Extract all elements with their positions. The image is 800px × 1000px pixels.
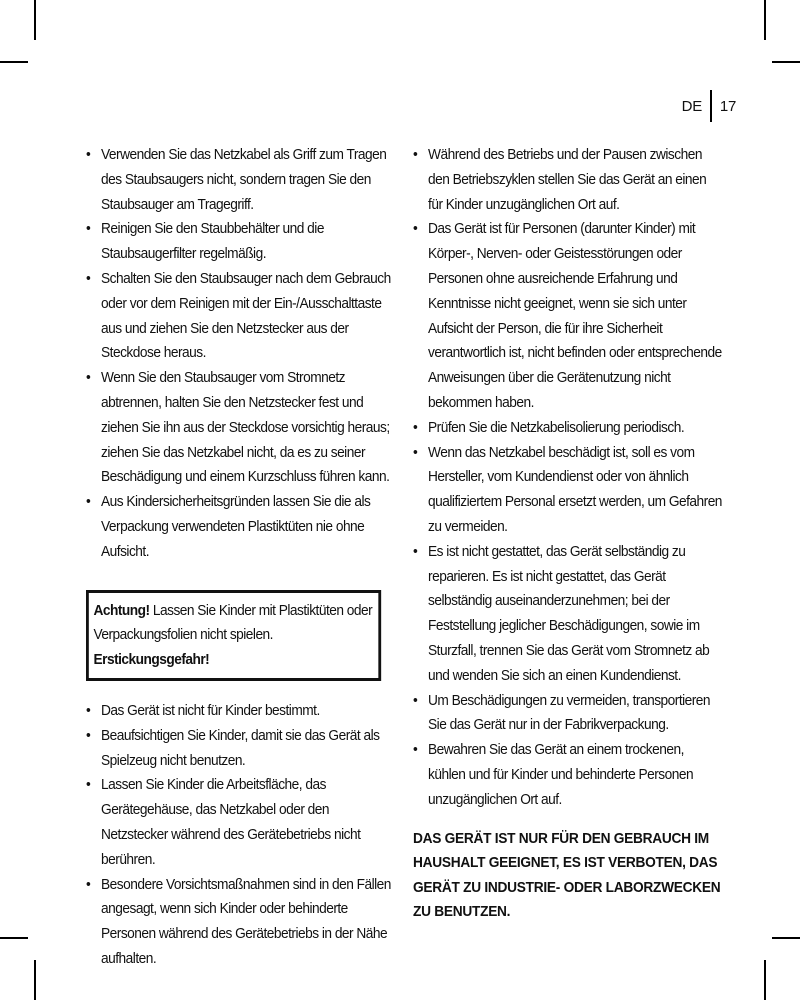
warning-box (86, 590, 381, 681)
list-item: • Das Gerät ist für Personen (darunter Kinder) mit Körper-, Nerven- oder Geistesstörungen oder Personen ohne ausreichende Erfahrung und Kenntnisse nicht geeignet, wenn sie sich unter Aufsicht der Person, die für ihre Sicherheit verantwortlich ist, nicht befinden oder entsprechende Anweisungen über die Gerätenutzung nicht bekommen haben. (413, 217, 723, 415)
right-column (413, 143, 723, 925)
crop-mark-bottom-right-horizontal (772, 937, 800, 939)
page-number: 17 (719, 97, 736, 115)
safety-list-right (413, 143, 723, 813)
language-code: DE (681, 97, 702, 115)
warning-label: Achtung! (93, 602, 150, 619)
crop-mark-bottom-right-vertical (764, 960, 766, 1000)
list-item: • Beaufsichtigen Sie Kinder, damit sie das Gerät als Spielzeug nicht benutzen. (86, 724, 396, 774)
list-item: • Reinigen Sie den Staubbehälter und die Staubsaugerfilter regelmäßig. (86, 217, 396, 267)
list-item: • Das Gerät ist nicht für Kinder bestimmt. (86, 699, 396, 724)
crop-mark-top-right-horizontal (772, 61, 800, 63)
crop-mark-top-right-vertical (764, 0, 766, 40)
list-item: • Es ist nicht gestattet, das Gerät selbständig zu reparieren. Es ist nicht gestattet, das Gerät selbständig auseinanderzunehmen; bei der Feststellung jeglicher Beschädigungen, sowie im Sturzfall, trennen Sie das Gerät vom Stromnetz ab und wenden Sie sich an einen Kundendienst. (413, 540, 723, 689)
safety-list-top (86, 143, 396, 565)
list-item: • Schalten Sie den Staubsauger nach dem Gebrauch oder vor dem Reinigen mit der Ein-/Ausschalttaste aus und ziehen Sie den Netzstecker aus der Steckdose heraus. (86, 267, 396, 366)
left-column (86, 143, 396, 972)
list-item: • Wenn das Netzkabel beschädigt ist, soll es vom Hersteller, vom Kundendienst oder von ähnlich qualifiziertem Personal ersetzt werden, um Gefahren zu vermeiden. (413, 441, 723, 540)
list-item: • Besondere Vorsichtsmaßnahmen sind in den Fällen angesagt, wenn sich Kinder oder behinderte Personen während des Gerätebetriebs in der Nähe aufhalten. (86, 873, 396, 972)
list-item: • Bewahren Sie das Gerät an einem trockenen, kühlen und für Kinder und behinderte Personen unzugänglichen Ort auf. (413, 738, 723, 812)
crop-mark-top-left-horizontal (0, 61, 28, 63)
page-header (682, 90, 736, 122)
list-item: • Verwenden Sie das Netzkabel als Griff zum Tragen des Staubsaugers nicht, sondern tragen Sie den Staubsauger am Tragegriff. (86, 143, 396, 217)
list-item: • Prüfen Sie die Netzkabelisolierung periodisch. (413, 416, 723, 441)
list-item: • Aus Kindersicherheitsgründen lassen Sie die als Verpackung verwendeten Plastiktüten nie ohne Aufsicht. (86, 490, 396, 564)
crop-mark-bottom-left-horizontal (0, 937, 28, 939)
warning-emphasis: Erstickungsgefahr! (93, 652, 210, 669)
safety-list-children (86, 699, 396, 972)
list-item: • Lassen Sie Kinder die Arbeitsfläche, das Gerätegehäuse, das Netzkabel oder den Netzstecker während des Gerätebetriebs nicht berühren. (86, 773, 396, 872)
warning-text: Lassen Sie Kinder mit Plastiktüten oder Verpackungsfolien nicht spielen. (93, 602, 373, 644)
crop-mark-top-left-vertical (34, 0, 36, 40)
list-item: • Wenn Sie den Staubsauger vom Stromnetz abtrennen, halten Sie den Netzstecker fest und ziehen Sie ihn aus der Steckdose vorsichtig heraus; ziehen Sie das Netzkabel nicht, da es zu seiner Beschädigung und einem Kurzschluss führen kann. (86, 366, 396, 490)
household-use-notice: DAS GERÄT IST NUR FÜR DEN GEBRAUCH IM HAUSHALT GEEIGNET, ES IST VERBOTEN, DAS GERÄT ZU INDUSTRIE- ODER LABORZWECKEN ZU BENUTZEN. (413, 830, 721, 921)
list-item: • Um Beschädigungen zu vermeiden, transportieren Sie das Gerät nur in der Fabrikverpackung. (413, 689, 723, 739)
list-item: • Während des Betriebs und der Pausen zwischen den Betriebszyklen stellen Sie das Gerät an einen für Kinder unzugänglichen Ort auf. (413, 143, 723, 217)
crop-mark-bottom-left-vertical (34, 960, 36, 1000)
